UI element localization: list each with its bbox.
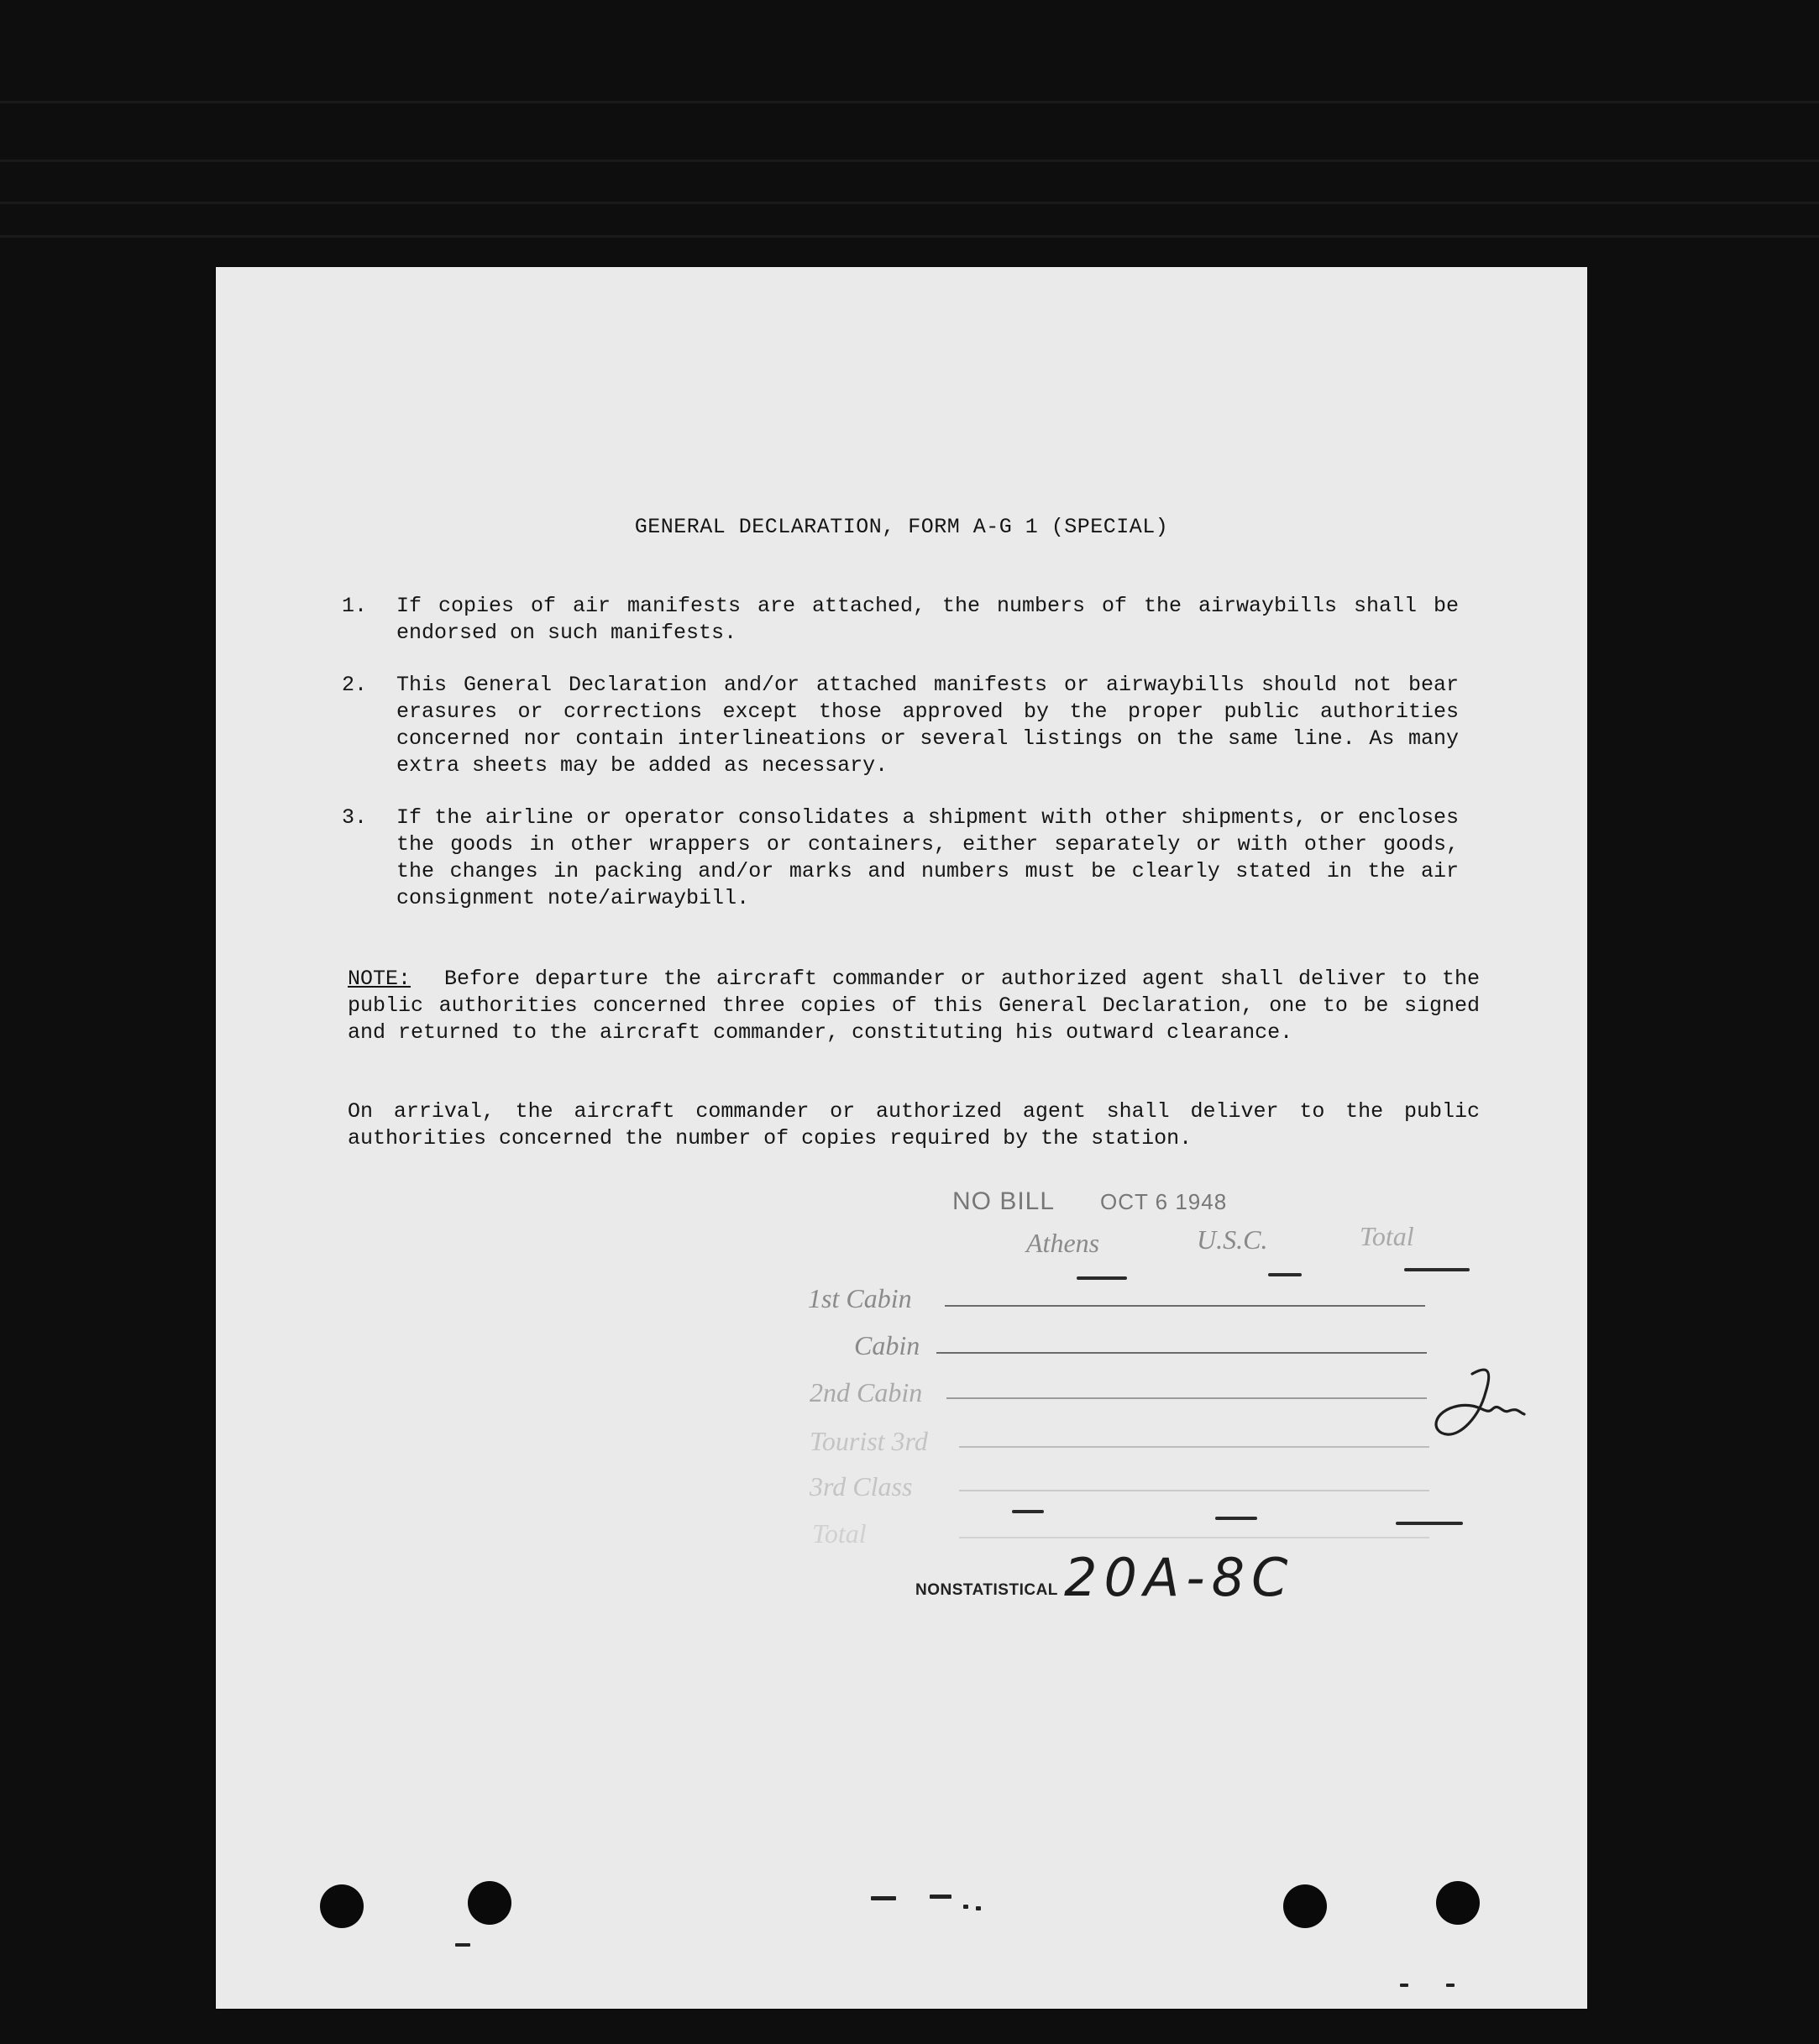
scan-streak <box>0 101 1819 103</box>
punch-hole <box>1436 1881 1480 1925</box>
stamp-column-athens: Athens <box>1026 1228 1100 1258</box>
handwritten-code: 20A-8C <box>1064 1547 1295 1608</box>
document-title: GENERAL DECLARATION, FORM A-G 1 (SPECIAL) <box>634 515 1169 539</box>
stamp-line <box>946 1397 1427 1399</box>
note-text: Before departure the aircraft commander or authorized agent shall deliver to the public authorities concerned three copies of this General Declaration, one to be signed and returned to the aircraft commander, constituting his outward clearance. <box>348 967 1480 1045</box>
stamp-row-tourist: Tourist 3rd <box>810 1426 928 1456</box>
pencil-dash <box>1077 1276 1127 1280</box>
nonstatistical-stamp: NONSTATISTICAL <box>915 1581 1058 1599</box>
stamp-column-total: Total <box>1360 1221 1414 1251</box>
list-item-text: If copies of air manifests are attached, the numbers of the airwaybills shall be endorsed on such manifests. <box>396 594 1459 645</box>
punch-hole <box>1283 1884 1327 1928</box>
stamp-row-first-cabin: 1st Cabin <box>808 1283 912 1313</box>
scan-streak <box>0 160 1819 162</box>
list-item-number: 3. <box>342 805 368 830</box>
stamp-row-cabin: Cabin <box>854 1330 920 1360</box>
pencil-dash <box>1215 1517 1257 1520</box>
scan-streak <box>0 235 1819 238</box>
list-item-text: This General Declaration and/or attached manifests or airwaybills should not bear erasures or corrections except those approved by the proper public authorities concerned nor contain interlineations or several listings on the same line. As many extra sheets may be added as necessary. <box>396 673 1459 778</box>
stamp-line <box>936 1352 1427 1354</box>
pencil-dash <box>1404 1268 1470 1271</box>
speck <box>976 1906 981 1910</box>
list-item-2 <box>342 672 1459 779</box>
speck <box>963 1905 968 1909</box>
stamp-row-second-cabin: 2nd Cabin <box>810 1377 923 1407</box>
no-bill-stamp: NO BILL <box>952 1187 1056 1215</box>
stamp-line <box>959 1490 1429 1491</box>
stamp-line <box>959 1537 1429 1538</box>
pencil-dash <box>1268 1273 1302 1276</box>
speck <box>930 1895 951 1899</box>
list-item-1 <box>342 593 1459 647</box>
speck <box>1400 1984 1408 1987</box>
note-label: NOTE: <box>348 967 412 991</box>
arrival-paragraph: On arrival, the aircraft commander or authorized agent shall deliver to the public authorities concerned the number of copies required by the station. <box>348 1099 1480 1150</box>
pencil-dash <box>1396 1522 1463 1525</box>
note-paragraph <box>348 966 1480 1046</box>
punch-hole <box>468 1881 511 1925</box>
initials-signature <box>1425 1359 1526 1451</box>
speck <box>1446 1984 1455 1987</box>
list-item-number: 1. <box>342 594 368 618</box>
list-item-text: If the airline or operator consolidates a shipment with other shipments, or encloses the goods in other wrappers or containers, either separately or with other goods, the changes in packing and/or marks and numbers must be clearly stated in the air consignment note/airwaybill. <box>396 805 1459 910</box>
stamp-row-total: Total <box>812 1518 867 1549</box>
pencil-dash <box>1012 1510 1044 1513</box>
stamp-line <box>945 1305 1425 1307</box>
punch-hole <box>320 1884 364 1928</box>
list-item-number: 2. <box>342 673 368 697</box>
speck <box>871 1896 896 1900</box>
scan-streak <box>0 202 1819 204</box>
stamp-column-usc: U.S.C. <box>1197 1224 1268 1255</box>
date-stamp: OCT 6 1948 <box>1100 1189 1228 1214</box>
list-item-3 <box>342 804 1459 912</box>
stamp-row-third-class: 3rd Class <box>810 1471 913 1502</box>
stamp-line <box>959 1446 1429 1448</box>
document-page <box>216 267 1587 2009</box>
speck <box>455 1943 470 1947</box>
